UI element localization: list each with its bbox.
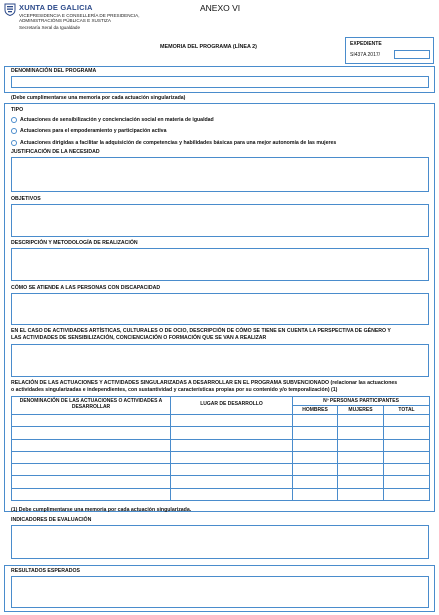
justificacion-textarea[interactable] — [11, 157, 429, 192]
table-footnote: (1) Debe cumplimentarse una memoria por cada actuación singularizada. — [11, 507, 192, 513]
anexo-title: ANEXO VI — [200, 3, 241, 13]
radio-button[interactable] — [11, 128, 17, 134]
col-header-lugar: LUGAR DE DESARROLLO — [171, 397, 293, 415]
table-row — [12, 427, 430, 439]
cell-hombres[interactable] — [293, 415, 338, 427]
expediente-label: EXPEDIENTE — [350, 41, 382, 47]
cell-hombres[interactable] — [293, 476, 338, 488]
denominacion-input[interactable] — [11, 76, 429, 88]
actuaciones-table — [11, 396, 430, 501]
cell-denominacion[interactable] — [12, 439, 171, 451]
col-header-mujeres: MUJERES — [338, 406, 384, 415]
cell-mujeres[interactable] — [338, 451, 384, 463]
cell-mujeres[interactable] — [338, 488, 384, 500]
denominacion-label: DENOMINACIÓN DEL PROGRAMA — [11, 68, 97, 74]
resultados-textarea[interactable] — [11, 576, 429, 608]
cell-lugar[interactable] — [171, 427, 293, 439]
table-row — [12, 476, 430, 488]
cell-lugar[interactable] — [171, 451, 293, 463]
objetivos-label: OBJETIVOS — [11, 196, 41, 202]
cell-hombres[interactable] — [293, 451, 338, 463]
objetivos-textarea[interactable] — [11, 204, 429, 237]
cell-total[interactable] — [384, 427, 430, 439]
col-header-personas: Nº PERSONAS PARTICIPANTES — [293, 397, 430, 406]
indicadores-label: INDICADORES DE EVALUACIÓN — [11, 517, 92, 523]
cell-denominacion[interactable] — [12, 415, 171, 427]
cell-denominacion[interactable] — [12, 488, 171, 500]
cell-denominacion[interactable] — [12, 451, 171, 463]
cell-total[interactable] — [384, 476, 430, 488]
form-title: MEMORIA DEL PROGRAMA (LÍNEA 2) — [160, 44, 257, 50]
cell-mujeres[interactable] — [338, 415, 384, 427]
table-row — [12, 464, 430, 476]
department-name: VICEPRESIDENCIA E CONSELLERÍA DE PRESIDENCIA, ADMINISTRACIÓNS PÚBLICAS E XUSTIZA — [19, 13, 140, 24]
cell-total[interactable] — [384, 415, 430, 427]
table-row — [12, 451, 430, 463]
col-header-hombres: HOMBRES — [293, 406, 338, 415]
artisticas-label: EN EL CASO DE ACTIVIDADES ARTÍSTICAS, CULTURALES O DE OCIO, DESCRIPCIÓN DE CÓMO SE TIENE EN CUENTA LA PERSPECTIVA DE GÉNERO Y LAS ACTIVIDADES DE SENSIBILIZACIÓN, CONCIENCIACIÓN O FORMACIÓN QUE SE VAN A REALIZAR — [11, 328, 391, 341]
secretaria-name: Secretaría Xeral da Igualdade — [19, 25, 81, 30]
cell-denominacion[interactable] — [12, 464, 171, 476]
artisticas-textarea[interactable] — [11, 344, 429, 377]
cell-lugar[interactable] — [171, 439, 293, 451]
cell-total[interactable] — [384, 464, 430, 476]
cell-mujeres[interactable] — [338, 427, 384, 439]
indicadores-textarea[interactable] — [11, 525, 429, 559]
justificacion-label: JUSTIFICACIÓN DE LA NECESIDAD — [11, 149, 100, 155]
memoria-note: (Debe cumplimentarse una memoria por cada actuación singularizada) — [11, 95, 186, 101]
expediente-box — [345, 37, 434, 64]
tipo-option-sensibilizacion[interactable]: Actuaciones de sensibilización y concienciación social en materia de igualdad — [11, 116, 214, 123]
cell-lugar[interactable] — [171, 476, 293, 488]
cell-hombres[interactable] — [293, 464, 338, 476]
expediente-input[interactable] — [394, 50, 430, 59]
cell-mujeres[interactable] — [338, 476, 384, 488]
discapacidad-label: CÓMO SE ATIENDE A LAS PERSONAS CON DISCAPACIDAD — [11, 285, 161, 291]
cell-denominacion[interactable] — [12, 427, 171, 439]
cell-total[interactable] — [384, 451, 430, 463]
cell-total[interactable] — [384, 439, 430, 451]
cell-mujeres[interactable] — [338, 439, 384, 451]
expediente-code: SI437A 2017/ — [350, 52, 381, 58]
relacion-label: RELACIÓN DE LAS ACTUACIONES Y ACTIVIDADES SINGULARIZADAS A DESARROLLAR EN EL PROGRAMA SUBVENCIONADO (relacionar las actuaciones o actividades singularizadas e independientes, con sustantividad y características propias por su contenido y/o temporalización) (1) — [11, 380, 398, 393]
table-row — [12, 439, 430, 451]
discapacidad-textarea[interactable] — [11, 293, 429, 325]
cell-mujeres[interactable] — [338, 464, 384, 476]
table-row — [12, 488, 430, 500]
tipo-label: TIPO — [11, 107, 24, 113]
tipo-option-empoderamiento[interactable]: Actuaciones para el empoderamiento y participación activa — [11, 127, 166, 134]
cell-lugar[interactable] — [171, 488, 293, 500]
descripcion-label: DESCRIPCIÓN Y METODOLOGÍA DE REALIZACIÓN — [11, 240, 138, 246]
col-header-total: TOTAL — [384, 406, 430, 415]
cell-total[interactable] — [384, 488, 430, 500]
cell-lugar[interactable] — [171, 415, 293, 427]
col-header-denominacion: DENOMINACIÓN DE LAS ACTUACIONES O ACTIVIDADES A DESARROLLAR — [12, 397, 171, 415]
resultados-label: RESULTADOS ESPERADOS — [11, 568, 80, 574]
descripcion-textarea[interactable] — [11, 248, 429, 281]
tipo-option-competencias[interactable]: Actuaciones dirigidas a facilitar la adquisición de competencias y habilidades básicas para una mejor autonomía de las mujeres — [11, 139, 336, 146]
galicia-shield-logo-icon — [4, 3, 16, 16]
table-row — [12, 415, 430, 427]
radio-button[interactable] — [11, 117, 17, 123]
cell-hombres[interactable] — [293, 439, 338, 451]
cell-lugar[interactable] — [171, 464, 293, 476]
org-name: XUNTA DE GALICIA — [19, 3, 93, 12]
cell-hombres[interactable] — [293, 427, 338, 439]
radio-button[interactable] — [11, 140, 17, 146]
cell-denominacion[interactable] — [12, 476, 171, 488]
cell-hombres[interactable] — [293, 488, 338, 500]
